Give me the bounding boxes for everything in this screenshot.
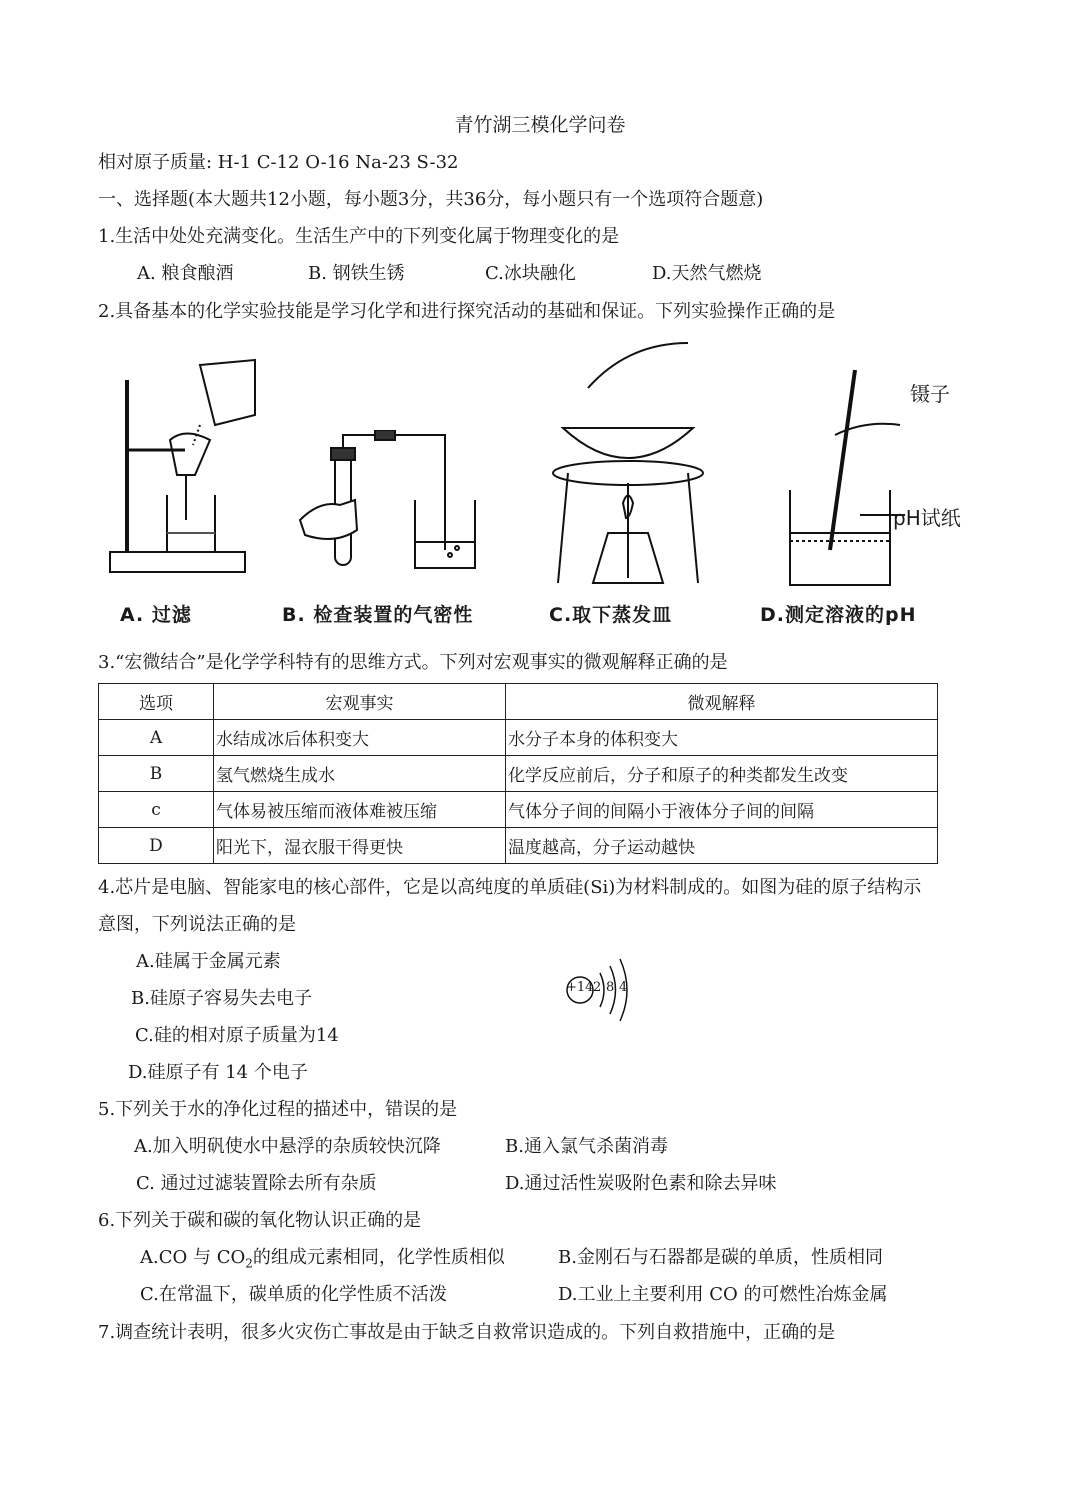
table-cell: B — [99, 756, 214, 792]
q5-option-b: B.通入氯气杀菌消毒 — [505, 1136, 668, 1157]
caption-d: D.测定溶液的pH — [760, 604, 917, 626]
table-row — [99, 756, 938, 792]
table-cell: D — [99, 828, 214, 864]
header-macro: 宏观事实 — [214, 684, 506, 720]
table-row — [99, 828, 938, 864]
q1-option-c: C.冰块融化 — [485, 263, 576, 284]
q4-stem-2: 意图，下列说法正确的是 — [98, 914, 296, 935]
figure-evaporating-dish — [548, 338, 708, 588]
nucleus-charge: +14 — [566, 980, 594, 995]
q6-option-d: D.工业上主要利用 CO 的可燃性冶炼金属 — [558, 1284, 888, 1305]
table-row — [99, 792, 938, 828]
q5-stem: 5.下列关于水的净化过程的描述中，错误的是 — [98, 1099, 458, 1120]
table-cell: 阳光下，湿衣服干得更快 — [214, 828, 506, 864]
page-title: 青竹湖三模化学问卷 — [454, 114, 626, 136]
figure-ph-test — [780, 365, 980, 590]
shell-1: 2 — [593, 980, 602, 995]
atomic-mass-line: 相对原子质量: H-1 C-12 O-16 Na-23 S-32 — [98, 152, 459, 173]
q6-option-a-sub: 2 — [245, 1256, 253, 1271]
q5-option-d: D.通过活性炭吸附色素和除去异味 — [505, 1173, 777, 1194]
q4-option-c: C.硅的相对原子质量为14 — [135, 1025, 339, 1046]
q6-option-a — [140, 1243, 505, 1271]
figure-filtration — [105, 355, 265, 585]
q6-option-a-post: 的组成元素相同，化学性质相似 — [252, 1247, 505, 1268]
q7-stem: 7.调查统计表明，很多火灾伤亡事故是由于缺乏自救常识造成的。下列自救措施中，正确的是 — [98, 1322, 836, 1343]
table-cell: 温度越高，分子运动越快 — [506, 828, 938, 864]
q1-option-d: D.天然气燃烧 — [652, 263, 762, 284]
table-cell: 氢气燃烧生成水 — [214, 756, 506, 792]
q3-table — [98, 683, 938, 864]
shell-2: 8 — [606, 980, 615, 995]
table-row — [99, 720, 938, 756]
q6-option-b: B.金刚石与石器都是碳的单质，性质相同 — [558, 1247, 883, 1268]
q6-stem: 6.下列关于碳和碳的氧化物认识正确的是 — [98, 1210, 422, 1231]
table-cell: 气体分子间的间隔小于液体分子间的间隔 — [506, 792, 938, 828]
label-tweezers: 镊子 — [910, 382, 950, 406]
q4-option-b: B.硅原子容易失去电子 — [131, 988, 312, 1009]
q4-stem-1: 4.芯片是电脑、智能家电的核心部件，它是以高纯度的单质硅(Si)为材料制成的。如图为硅的原子结构示 — [98, 877, 922, 898]
q5-option-a: A.加入明矾使水中悬浮的杂质较快沉降 — [134, 1136, 441, 1157]
table-cell: A — [99, 720, 214, 756]
q3-stem: 3.“宏微结合”是化学学科特有的思维方式。下列对宏观事实的微观解释正确的是 — [98, 652, 728, 673]
table-cell: 水结成冰后体积变大 — [214, 720, 506, 756]
table-cell: 气体易被压缩而液体难被压缩 — [214, 792, 506, 828]
section-heading: 一、选择题(本大题共12小题，每小题3分，共36分，每小题只有一个选项符合题意) — [98, 189, 764, 210]
q4-option-a: A.硅属于金属元素 — [136, 951, 281, 972]
q5-option-c: C. 通过过滤装置除去所有杂质 — [136, 1173, 377, 1194]
table-cell: c — [99, 792, 214, 828]
caption-c: C.取下蒸发皿 — [549, 604, 673, 626]
label-ph-paper: pH试纸 — [893, 506, 961, 530]
caption-b: B. 检查装置的气密性 — [282, 604, 474, 626]
header-micro: 微观解释 — [506, 684, 938, 720]
shell-3: 4 — [619, 980, 628, 995]
q6-option-c: C.在常温下，碳单质的化学性质不活泼 — [140, 1284, 447, 1305]
figure-airtightness — [295, 430, 485, 580]
q1-stem: 1.生活中处处充满变化。生活生产中的下列变化属于物理变化的是 — [98, 226, 620, 247]
q2-stem: 2.具备基本的化学实验技能是学习化学和进行探究活动的基础和保证。下列实验操作正确的是 — [98, 301, 836, 322]
table-cell: 化学反应前后，分子和原子的种类都发生改变 — [506, 756, 938, 792]
header-option: 选项 — [99, 684, 214, 720]
table-cell: 水分子本身的体积变大 — [506, 720, 938, 756]
table-header-row — [99, 684, 938, 720]
q4-option-d: D.硅原子有 14 个电子 — [128, 1062, 308, 1083]
q1-option-b: B. 钢铁生锈 — [308, 263, 405, 284]
q6-option-a-pre: A.CO 与 CO — [140, 1247, 246, 1268]
q1-option-a: A. 粮食酿酒 — [137, 263, 234, 284]
caption-a: A. 过滤 — [120, 604, 192, 626]
